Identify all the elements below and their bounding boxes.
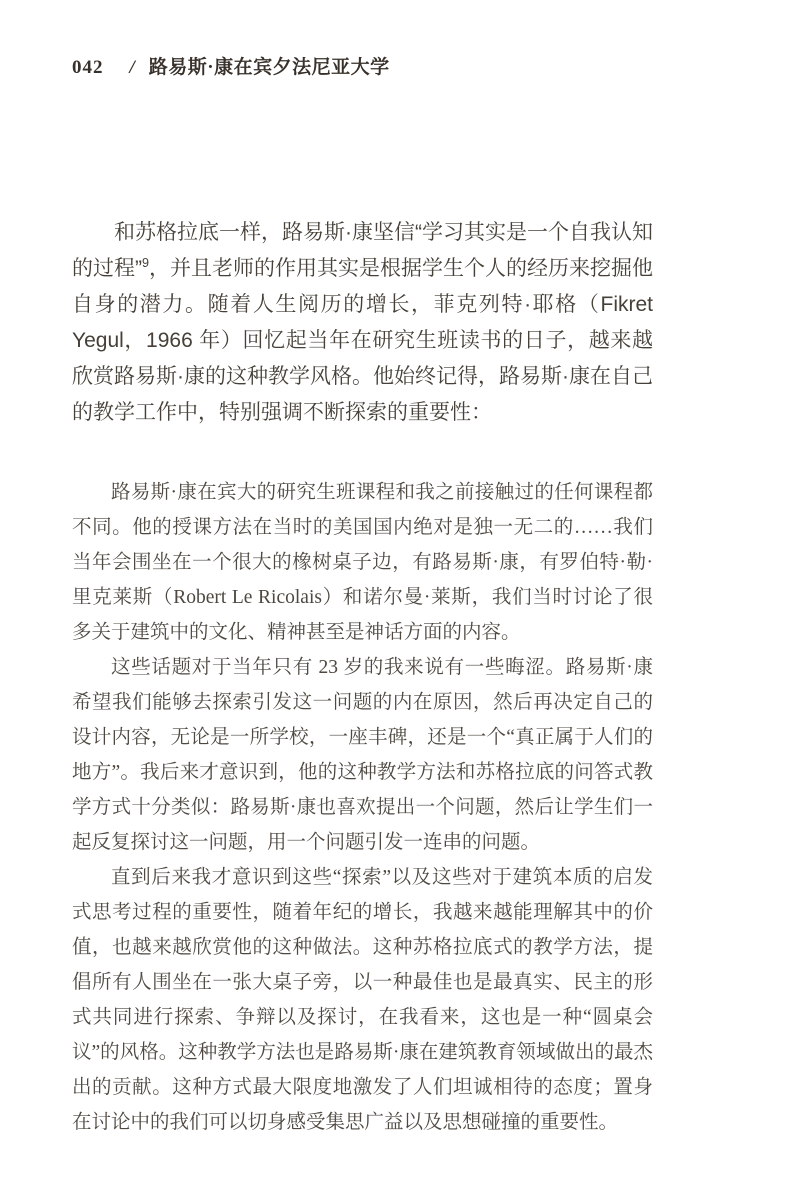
footnote-marker: 9 <box>142 256 150 270</box>
intro-text-after-footnote: ，并且老师的作用其实是根据学生个人的经历来挖掘他自身的潜力。随着人生阅历的增长，菲克列特·耶格（Fikret Yegul，1966 年）回忆起当年在研究生班读书的日子，越来越欣赏路易斯·康的这种教学风格。他始终记得，路易斯·康在自己的教学工作中，特别强调不断探索的重要性： <box>72 257 654 424</box>
intro-paragraph <box>72 215 653 431</box>
header-separator: / <box>129 57 135 78</box>
quote-paragraph-3: 直到后来我才意识到这些“探索”以及这些对于建筑本质的启发式思考过程的重要性，随着年纪的增长，我越来越能理解其中的价值，也越来越欣赏他的这种做法。这种苏格拉底式的教学方法，提倡所有人围坐在一张大桌子旁，以一种最佳也是最真实、民主的形式共同进行探索、争辩以及探讨，在我看来，这也是一种“圆桌会议”的风格。这种教学方法也是路易斯·康在建筑教育领域做出的最杰出的贡献。这种方式最大限度地激发了人们坦诚相待的态度；置身在讨论中的我们可以切身感受集思广益以及思想碰撞的重要性。 <box>72 867 653 1133</box>
page-number: 042 <box>72 57 104 78</box>
chapter-title: 路易斯·康在宾夕法尼亚大学 <box>148 57 390 78</box>
quote-paragraph-2: 这些话题对于当年只有 23 岁的我来说有一些晦涩。路易斯·康希望我们能够去探索引发这一问题的内在原因，然后再决定自己的设计内容，无论是一所学校，一座丰碑，还是一个“真正属于人们的地方”。我后来才意识到，他的这种教学方法和苏格拉底的问答式教学方式十分类似：路易斯·康也喜欢提出一个问题，然后让学生们一起反复探讨这一问题，用一个问题引发一连串的问题。 <box>72 657 653 853</box>
page-text <box>72 215 653 1140</box>
page-header <box>72 56 390 80</box>
memoir-quote <box>72 475 653 1140</box>
quote-paragraph-1: 路易斯·康在宾大的研究生班课程和我之前接触过的任何课程都不同。他的授课方法在当时的美国国内绝对是独一无二的……我们当年会围坐在一个很大的橡树桌子边，有路易斯·康，有罗伯特·勒·里克莱斯（Robert Le Ricolais）和诺尔曼·莱斯，我们当时讨论了很多关于建筑中的文化、精神甚至是神话方面的内容。 <box>72 482 653 643</box>
intro-text-before-footnote: 和苏格拉底一样，路易斯·康坚信“学习其实是一个自我认知的过程” <box>72 221 653 280</box>
